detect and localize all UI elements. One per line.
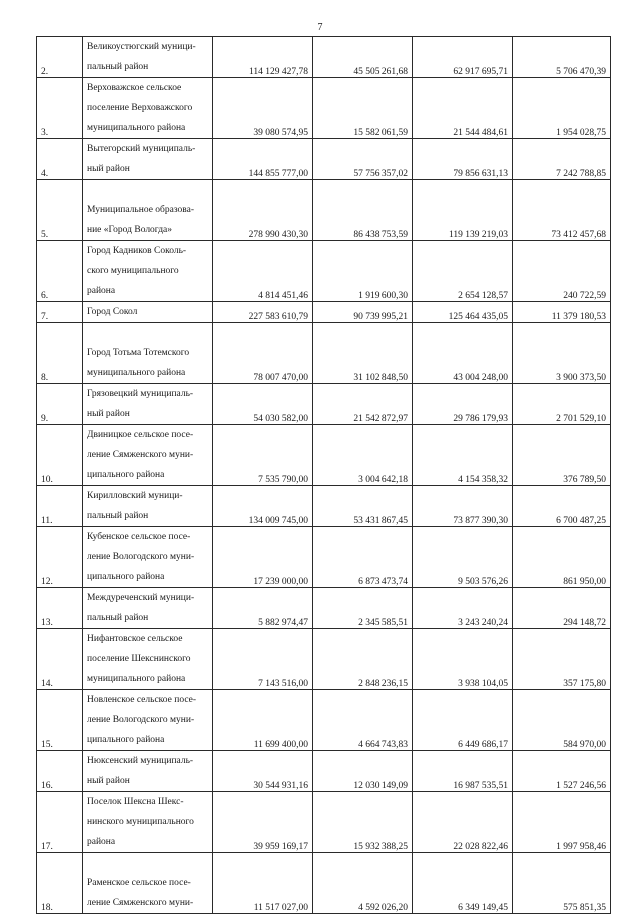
municipality-name [83,139,213,180]
name-line: Междуреченский муници- [87,593,195,603]
table-row [37,629,611,690]
amount-col-4: 3 900 373,50 [513,323,611,384]
amount-col-2: 53 431 867,45 [313,486,413,527]
table-row [37,792,611,853]
name-line: ципального района [87,735,165,745]
name-line: ный район [87,409,130,419]
table-row [37,37,611,78]
name-line [87,180,208,200]
row-number: 14. [37,629,83,690]
row-number: 9. [37,384,83,425]
row-number: 16. [37,751,83,792]
municipality-name [83,690,213,751]
name-line: Вытегорский муниципаль- [87,144,196,154]
name-line: ление Вологодского муни- [87,715,195,725]
row-number: 6. [37,241,83,302]
amount-col-1: 5 882 974,47 [213,588,313,629]
amount-col-3: 4 154 358,32 [413,425,513,486]
table-row [37,425,611,486]
amount-col-4: 73 412 457,68 [513,180,611,241]
amount-col-4: 1 997 958,46 [513,792,611,853]
name-line: Кубенское сельское посе- [87,532,191,542]
amount-col-4: 11 379 180,53 [513,302,611,323]
amount-col-2: 4 664 743,83 [313,690,413,751]
name-line: нинского муниципального [87,817,194,827]
municipality-name [83,792,213,853]
name-line: муниципального района [87,123,186,133]
row-number: 5. [37,180,83,241]
row-number: 4. [37,139,83,180]
table-row [37,853,611,914]
amount-col-3: 43 004 248,00 [413,323,513,384]
amount-col-4: 584 970,00 [513,690,611,751]
amount-col-2: 4 592 026,20 [313,853,413,914]
table-row [37,323,611,384]
amount-col-3: 21 544 484,61 [413,78,513,139]
name-line: ление Сямженского муни- [87,898,194,908]
amount-col-4: 7 242 788,85 [513,139,611,180]
row-number: 13. [37,588,83,629]
amount-col-3: 16 987 535,51 [413,751,513,792]
row-number: 3. [37,78,83,139]
amount-col-4: 6 700 487,25 [513,486,611,527]
name-line: Новленское сельское посе- [87,695,197,705]
amount-col-2: 86 438 753,59 [313,180,413,241]
amount-col-4: 240 722,59 [513,241,611,302]
amount-col-3: 62 917 695,71 [413,37,513,78]
amount-col-4: 357 175,80 [513,629,611,690]
name-line: муниципального района [87,674,186,684]
municipality-name [83,751,213,792]
amount-col-2: 15 582 061,59 [313,78,413,139]
amount-col-1: 227 583 610,79 [213,302,313,323]
name-line: Двиницкое сельское посе- [87,430,194,440]
name-line: района [87,837,116,847]
municipality-name [83,853,213,914]
amount-col-2: 6 873 473,74 [313,527,413,588]
amount-col-3: 2 654 128,57 [413,241,513,302]
amount-col-2: 3 004 642,18 [313,425,413,486]
name-line: Раменское сельское посе- [87,878,191,888]
amount-col-1: 7 143 516,00 [213,629,313,690]
name-line: ципального района [87,572,165,582]
municipality-name [83,302,213,323]
amount-col-2: 31 102 848,50 [313,323,413,384]
name-line: Муниципальное образова- [87,205,195,215]
name-line: района [87,286,116,296]
table-row [37,139,611,180]
page-number: 7 [317,22,323,33]
name-line: поселение Верховажского [87,103,193,113]
municipality-name [83,323,213,384]
amount-col-3: 9 503 576,26 [413,527,513,588]
amount-col-2: 57 756 357,02 [313,139,413,180]
amount-col-2: 45 505 261,68 [313,37,413,78]
amount-col-1: 134 009 745,00 [213,486,313,527]
amount-col-4: 1 954 028,75 [513,78,611,139]
amount-col-4: 2 701 529,10 [513,384,611,425]
amount-col-3: 6 449 686,17 [413,690,513,751]
name-line: Город Кадников Соколь- [87,246,187,256]
name-line: пальный район [87,62,149,72]
municipality-name [83,588,213,629]
amount-col-3: 29 786 179,93 [413,384,513,425]
municipality-name [83,629,213,690]
name-line: Верховажское сельское [87,83,182,93]
amount-col-1: 54 030 582,00 [213,384,313,425]
budget-table [36,36,611,914]
amount-col-1: 39 959 169,17 [213,792,313,853]
name-line [87,853,208,873]
amount-col-1: 78 007 470,00 [213,323,313,384]
amount-col-1: 7 535 790,00 [213,425,313,486]
amount-col-1: 144 855 777,00 [213,139,313,180]
name-line: Нюксенский муниципаль- [87,756,194,766]
amount-col-3: 125 464 435,05 [413,302,513,323]
row-number: 12. [37,527,83,588]
name-line: ского муниципального [87,266,179,276]
amount-col-2: 15 932 388,25 [313,792,413,853]
name-line: ление Вологодского муни- [87,552,195,562]
amount-col-4: 5 706 470,39 [513,37,611,78]
municipality-name [83,527,213,588]
table-row [37,78,611,139]
table-row [37,588,611,629]
amount-col-3: 3 938 104,05 [413,629,513,690]
amount-col-1: 30 544 931,16 [213,751,313,792]
name-line: Великоустюгский муници- [87,42,196,52]
amount-col-1: 278 990 430,30 [213,180,313,241]
name-line: Город Сокол [87,307,138,317]
name-line: Кирилловский муници- [87,491,183,501]
amount-col-3: 119 139 219,03 [413,180,513,241]
row-number: 7. [37,302,83,323]
amount-col-4: 294 148,72 [513,588,611,629]
table-row [37,751,611,792]
amount-col-4: 575 851,35 [513,853,611,914]
name-line: ный район [87,164,130,174]
amount-col-1: 11 517 027,00 [213,853,313,914]
table-row [37,241,611,302]
table-row [37,302,611,323]
amount-col-1: 17 239 000,00 [213,527,313,588]
name-line: ципального района [87,470,165,480]
table-row [37,384,611,425]
table-row [37,527,611,588]
row-number: 18. [37,853,83,914]
row-number: 15. [37,690,83,751]
amount-col-2: 1 919 600,30 [313,241,413,302]
name-line: пальный район [87,613,149,623]
name-line: Нифантовское сельское [87,634,183,644]
amount-col-3: 3 243 240,24 [413,588,513,629]
name-line: муниципального района [87,368,186,378]
amount-col-1: 114 129 427,78 [213,37,313,78]
municipality-name [83,486,213,527]
municipality-name [83,384,213,425]
amount-col-3: 79 856 631,13 [413,139,513,180]
row-number: 2. [37,37,83,78]
name-line: Грязовецкий муниципаль- [87,389,194,399]
row-number: 17. [37,792,83,853]
table-body [37,37,611,914]
municipality-name [83,37,213,78]
amount-col-1: 39 080 574,95 [213,78,313,139]
name-line: пальный район [87,511,149,521]
municipality-name [83,425,213,486]
municipality-name [83,78,213,139]
name-line: ние «Город Вологда» [87,225,173,235]
amount-col-4: 376 789,50 [513,425,611,486]
amount-col-1: 11 699 400,00 [213,690,313,751]
amount-col-1: 4 814 451,46 [213,241,313,302]
name-line: поселение Шекснинского [87,654,191,664]
name-line [87,323,208,343]
amount-col-3: 6 349 149,45 [413,853,513,914]
row-number: 11. [37,486,83,527]
row-number: 8. [37,323,83,384]
amount-col-2: 12 030 149,09 [313,751,413,792]
amount-col-2: 2 345 585,51 [313,588,413,629]
table-row [37,690,611,751]
name-line: ление Сямженского муни- [87,450,194,460]
amount-col-4: 861 950,00 [513,527,611,588]
table-row [37,180,611,241]
municipality-name [83,241,213,302]
table-row [37,486,611,527]
amount-col-2: 21 542 872,97 [313,384,413,425]
amount-col-2: 2 848 236,15 [313,629,413,690]
amount-col-4: 1 527 246,56 [513,751,611,792]
name-line: Город Тотьма Тотемского [87,348,190,358]
row-number: 10. [37,425,83,486]
amount-col-3: 73 877 390,30 [413,486,513,527]
name-line: Поселок Шексна Шекс- [87,797,184,807]
name-line: ный район [87,776,130,786]
amount-col-3: 22 028 822,46 [413,792,513,853]
amount-col-2: 90 739 995,21 [313,302,413,323]
municipality-name [83,180,213,241]
